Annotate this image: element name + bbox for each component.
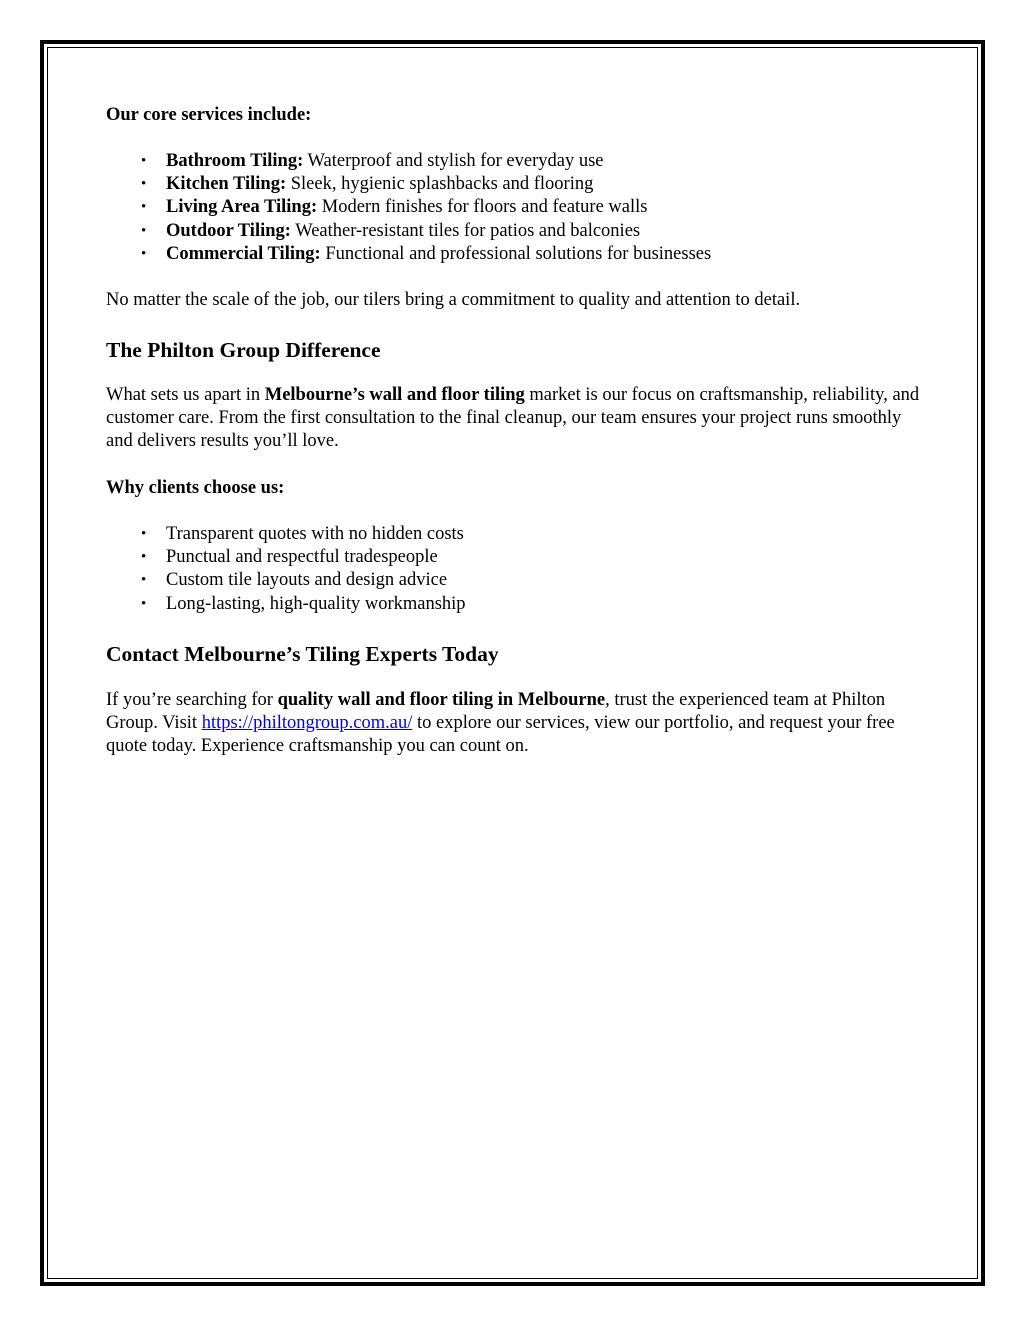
list-item — [106, 196, 926, 219]
reasons-list — [106, 523, 926, 616]
document-body — [106, 104, 926, 758]
service-desc: Modern finishes for floors and feature walls — [317, 197, 648, 218]
list-item: • Long-lasting, high-quality workmanship — [106, 593, 926, 616]
section-heading-contact: Contact Melbourne’s Tiling Experts Today — [106, 641, 499, 666]
section-heading-difference: The Philton Group Difference — [106, 338, 381, 363]
bullet-icon: • — [141, 549, 147, 566]
bullet-icon: • — [141, 526, 147, 543]
website-link[interactable]: https://philtongroup.com.au/ — [201, 712, 413, 733]
bullet-icon: • — [141, 199, 147, 216]
service-desc: Weather-resistant tiles for patios and balconies — [290, 220, 641, 241]
difference-paragraph: What sets us apart in Melbourne’s wall and floor tiling market is our focus on craftsmanship, reliability, and customer care. From the first consultation to the final cleanup, our team ensures your project runs smoothly and delivers results you’ll love. — [106, 385, 920, 452]
service-name: Commercial Tiling: — [166, 243, 321, 264]
service-name: Living Area Tiling: — [166, 197, 318, 218]
bullet-icon: • — [141, 153, 147, 169]
contact-paragraph: If you’re searching for quality wall and floor tiling in Melbourne, trust the experienced team at Philton Group. Visit https://philtongroup.com.au/ to explore our services, view our portfolio, and request your free quote today. Experience craftsmanship you can count on. — [106, 689, 895, 756]
services-heading: Our core services include: — [106, 105, 312, 125]
service-name: Kitchen Tiling: — [166, 174, 287, 195]
list-item — [106, 150, 926, 173]
list-item: • Transparent quotes with no hidden costs — [106, 523, 926, 546]
bullet-icon: • — [141, 222, 147, 239]
list-item — [106, 243, 926, 266]
list-item: • Custom tile layouts and design advice — [106, 569, 926, 592]
service-desc: Waterproof and stylish for everyday use — [303, 151, 604, 171]
bullet-icon: • — [141, 595, 147, 612]
bullet-icon: • — [141, 245, 147, 262]
service-desc: Functional and professional solutions for businesses — [320, 243, 712, 264]
list-item — [106, 220, 926, 243]
service-desc: Sleek, hygienic splashbacks and flooring — [286, 174, 594, 195]
services-closing: No matter the scale of the job, our tilers bring a commitment to quality and attention to detail. — [106, 290, 801, 311]
bullet-icon: • — [141, 176, 147, 193]
services-list — [106, 150, 926, 266]
list-item — [106, 173, 926, 196]
why-heading: Why clients choose us: — [106, 478, 285, 499]
list-item: • Punctual and respectful tradespeople — [106, 546, 926, 569]
service-name: Outdoor Tiling: — [166, 220, 291, 241]
bullet-icon: • — [141, 572, 147, 589]
service-name: Bathroom Tiling: — [166, 151, 304, 171]
